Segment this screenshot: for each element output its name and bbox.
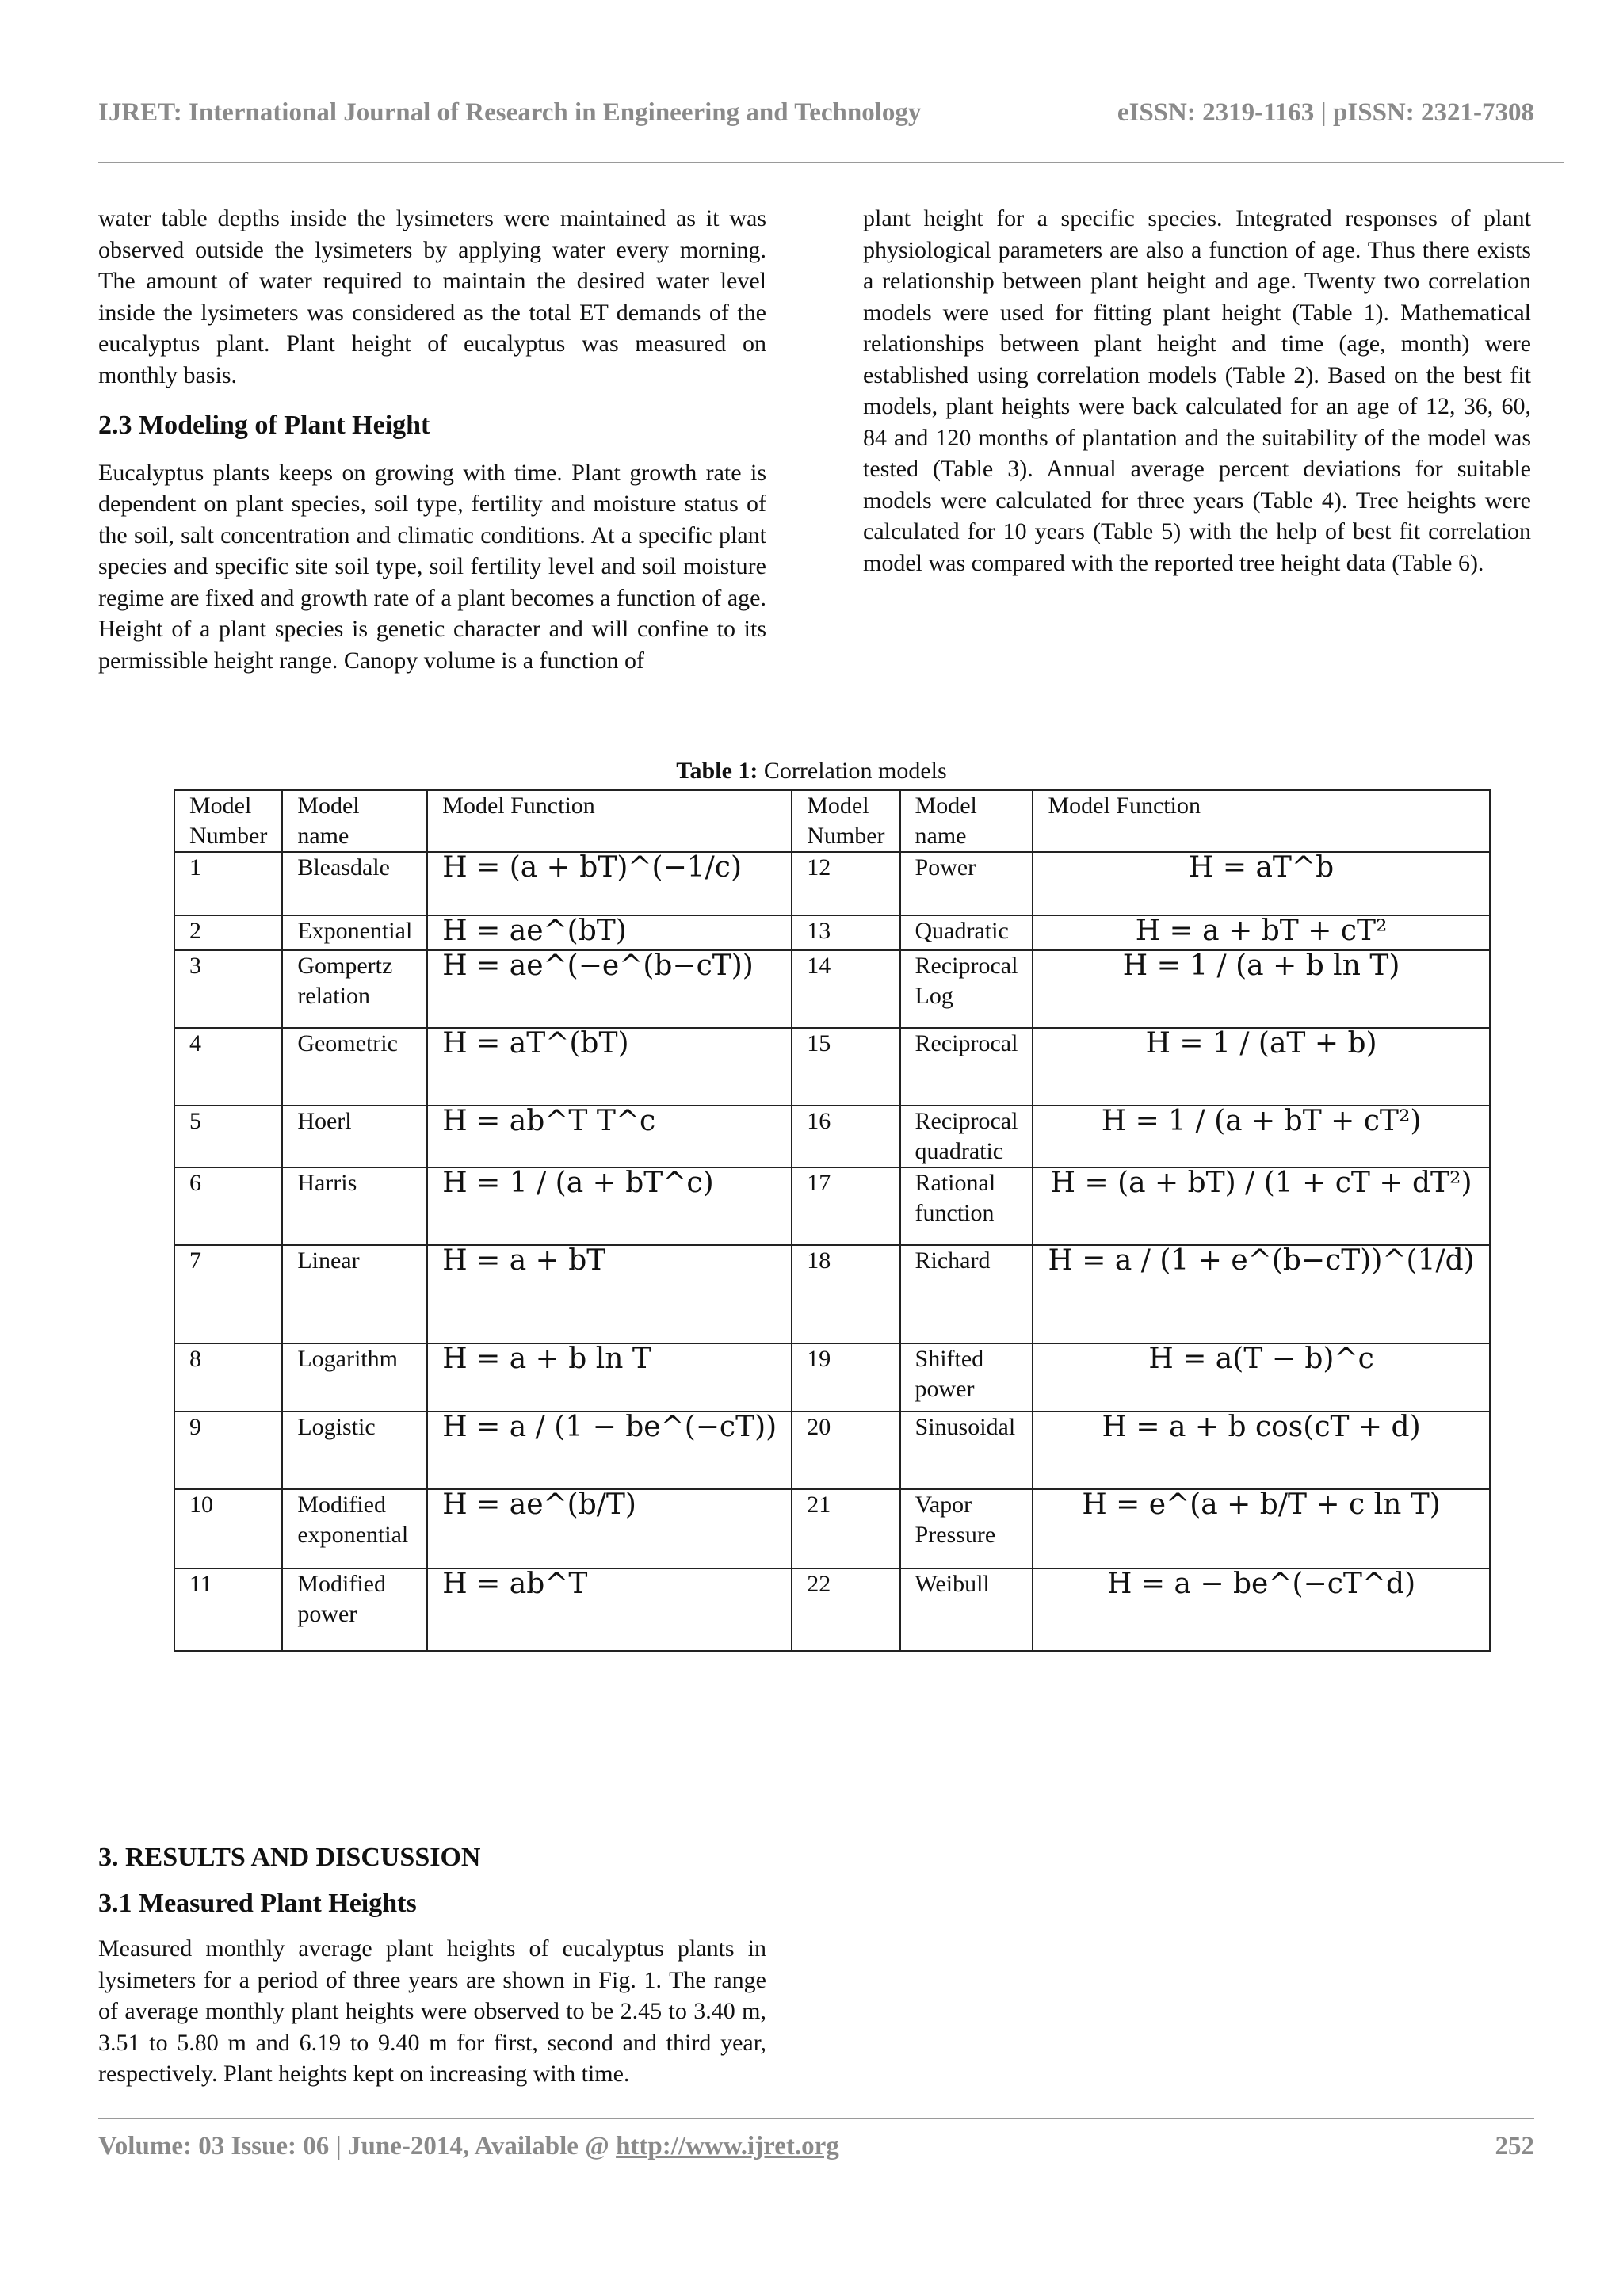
model-name-cell: Vapor Pressure — [900, 1489, 1033, 1568]
model-function-cell: H = ae^(b/T) — [427, 1489, 792, 1568]
model-name-cell: Rational function — [900, 1167, 1033, 1245]
model-function-cell: H = a + bT + cT² — [1033, 915, 1489, 950]
model-number-cell: 13 — [792, 915, 899, 950]
section-3-heading: 3. RESULTS AND DISCUSSION — [98, 1843, 481, 1872]
table-1-caption — [0, 758, 1623, 785]
model-number-cell: 15 — [792, 1028, 899, 1106]
model-name-cell: Shifted power — [900, 1343, 1033, 1412]
table-row — [174, 1343, 1490, 1412]
model-name-cell: Richard — [900, 1245, 1033, 1343]
model-number-cell: 8 — [174, 1343, 282, 1412]
model-function-cell: H = a − be^(−cT^d) — [1033, 1568, 1489, 1651]
model-number-cell: 11 — [174, 1568, 282, 1651]
table-row — [174, 1489, 1490, 1568]
model-number-cell: 17 — [792, 1167, 899, 1245]
model-function-cell: H = 1 / (aT + b) — [1033, 1028, 1489, 1106]
footer-volume — [98, 2132, 839, 2161]
table-row — [174, 1568, 1490, 1651]
model-function-cell: H = aT^(bT) — [427, 1028, 792, 1106]
right-column-paragraph: plant height for a specific species. Integrated responses of plant physiological parameters are also a function of age. Thus there exists a relationship between plant height and age. Twenty two correlation models were used for fitting plant height (Table 1). Mathematical relationships between plant height and time (age, month) were established using correlation models (Table 2). Based on the best fit models, plant heights were back calculated for an age of 12, 36, 60, 84 and 120 months of plantation and the suitability of the model was tested (Table 3). Annual average percent deviations for suitable models were calculated for three years (Table 4). Tree heights were calculated for 10 years (Table 5) with the help of best fit correlation model was compared with the reported tree height data (Table 6). — [863, 205, 1531, 576]
model-name-cell: Logarithm — [282, 1343, 427, 1412]
model-function-cell: H = a + b cos(cT + d) — [1033, 1412, 1489, 1489]
model-number-cell: 16 — [792, 1106, 899, 1167]
section-3-1-paragraph: Measured monthly average plant heights of eucalyptus plants in lysimeters for a period of three years are shown in Fig. 1. The range of average monthly plant heights were observed to be 2.45 to 3.40 m, 3.51 to 5.80 m and 6.19 to 9.40 m for first, second and third year, respectively. Plant heights kept on increasing with time. — [98, 1935, 766, 2087]
model-name-cell: Hoerl — [282, 1106, 427, 1167]
model-name-cell: Reciprocal quadratic — [900, 1106, 1033, 1167]
model-function-cell: H = e^(a + b/T + c ln T) — [1033, 1489, 1489, 1568]
table-row — [174, 1106, 1490, 1167]
model-number-cell: 20 — [792, 1412, 899, 1489]
left-column-top — [98, 203, 766, 676]
table-row — [174, 852, 1490, 915]
model-name-cell: Quadratic — [900, 915, 1033, 950]
table-row — [174, 1245, 1490, 1343]
model-number-cell: 22 — [792, 1568, 899, 1651]
model-name-cell: Modified exponential — [282, 1489, 427, 1568]
table-row — [174, 1412, 1490, 1489]
model-number-cell: 3 — [174, 950, 282, 1028]
model-number-cell: 1 — [174, 852, 282, 915]
model-function-cell: H = a / (1 − be^(−cT)) — [427, 1412, 792, 1489]
model-name-cell: Sinusoidal — [900, 1412, 1033, 1489]
model-name-cell: Weibull — [900, 1568, 1033, 1651]
model-number-cell: 4 — [174, 1028, 282, 1106]
model-number-cell: 7 — [174, 1245, 282, 1343]
model-number-cell: 19 — [792, 1343, 899, 1412]
table-header-row — [174, 790, 1490, 852]
header-divider — [98, 162, 1564, 163]
model-function-cell: H = aT^b — [1033, 852, 1489, 915]
table-row — [174, 915, 1490, 950]
table-caption-text: Correlation models — [758, 758, 947, 784]
page-header — [98, 98, 1534, 128]
model-function-cell: H = a(T − b)^c — [1033, 1343, 1489, 1412]
model-function-cell: H = ae^(bT) — [427, 915, 792, 950]
model-number-cell: 10 — [174, 1489, 282, 1568]
model-function-cell: H = (a + bT)^(−1/c) — [427, 852, 792, 915]
model-function-cell: H = 1 / (a + b ln T) — [1033, 950, 1489, 1028]
model-number-cell: 12 — [792, 852, 899, 915]
right-column-top — [863, 203, 1531, 579]
journal-link[interactable]: http://www.ijret.org — [616, 2132, 839, 2160]
left-column-bottom — [98, 1842, 766, 2090]
model-function-cell: H = a / (1 + e^(b−cT))^(1/d) — [1033, 1245, 1489, 1343]
model-number-cell: 5 — [174, 1106, 282, 1167]
section-3-1-heading: 3.1 Measured Plant Heights — [98, 1888, 417, 1918]
model-number-cell: 18 — [792, 1245, 899, 1343]
model-name-cell: Modified power — [282, 1568, 427, 1651]
model-name-cell: Geometric — [282, 1028, 427, 1106]
page-footer — [98, 2132, 1534, 2161]
correlation-models-table — [174, 789, 1491, 1652]
model-name-cell: Exponential — [282, 915, 427, 950]
table-row — [174, 1167, 1490, 1245]
model-name-cell: Gompertz relation — [282, 950, 427, 1028]
footer-volume-text: Volume: 03 Issue: 06 | June-2014, Available @ — [98, 2132, 617, 2160]
model-name-cell: Power — [900, 852, 1033, 915]
table-row — [174, 950, 1490, 1028]
model-number-cell: 9 — [174, 1412, 282, 1489]
header-cell: Model Function — [427, 790, 792, 852]
model-function-cell: H = (a + bT) / (1 + cT + dT²) — [1033, 1167, 1489, 1245]
header-cell: Model name — [900, 790, 1033, 852]
model-function-cell: H = ab^T — [427, 1568, 792, 1651]
model-number-cell: 21 — [792, 1489, 899, 1568]
model-function-cell: H = ab^T T^c — [427, 1106, 792, 1167]
model-function-cell: H = a + bT — [427, 1245, 792, 1343]
intro-paragraph: water table depths inside the lysimeters were maintained as it was observed outside the lysimeters by applying water every morning. The amount of water required to maintain the desired water level inside the lysimeters was considered as the total ET demands of the eucalyptus plant. Plant height of eucalyptus was measured on monthly basis. — [98, 205, 766, 388]
table-caption-label: Table 1: — [676, 758, 758, 784]
model-name-cell: Bleasdale — [282, 852, 427, 915]
model-function-cell: H = ae^(−e^(b−cT)) — [427, 950, 792, 1028]
model-function-cell: H = 1 / (a + bT + cT²) — [1033, 1106, 1489, 1167]
footer-divider — [98, 2118, 1534, 2119]
header-cell: Model Number — [792, 790, 899, 852]
table-body — [174, 790, 1490, 1651]
issn: eISSN: 2319-1163 | pISSN: 2321-7308 — [1117, 98, 1534, 127]
model-name-cell: Linear — [282, 1245, 427, 1343]
model-number-cell: 2 — [174, 915, 282, 950]
section-2-3-paragraph: Eucalyptus plants keeps on growing with time. Plant growth rate is dependent on plant species, soil type, fertility and moisture status of the soil, salt concentration and climatic conditions. At a specific plant species and specific site soil type, soil fertility level and soil moisture regime are fixed and growth rate of a plant becomes a function of age. Height of a plant species is genetic character and will confine to its permissible height range. Canopy volume is a function of — [98, 459, 766, 674]
journal-title: IJRET: International Journal of Research in Engineering and Technology — [98, 98, 922, 127]
model-number-cell: 14 — [792, 950, 899, 1028]
model-name-cell: Reciprocal — [900, 1028, 1033, 1106]
model-name-cell: Reciprocal Log — [900, 950, 1033, 1028]
header-cell: Model Function — [1033, 790, 1489, 852]
model-name-cell: Logistic — [282, 1412, 427, 1489]
header-cell: Model Number — [174, 790, 282, 852]
model-function-cell: H = a + b ln T — [427, 1343, 792, 1412]
table-row — [174, 1028, 1490, 1106]
model-name-cell: Harris — [282, 1167, 427, 1245]
model-function-cell: H = 1 / (a + bT^c) — [427, 1167, 792, 1245]
header-cell: Model name — [282, 790, 427, 852]
section-2-3-heading: 2.3 Modeling of Plant Height — [98, 411, 430, 440]
model-number-cell: 6 — [174, 1167, 282, 1245]
page-number: 252 — [1495, 2132, 1534, 2160]
